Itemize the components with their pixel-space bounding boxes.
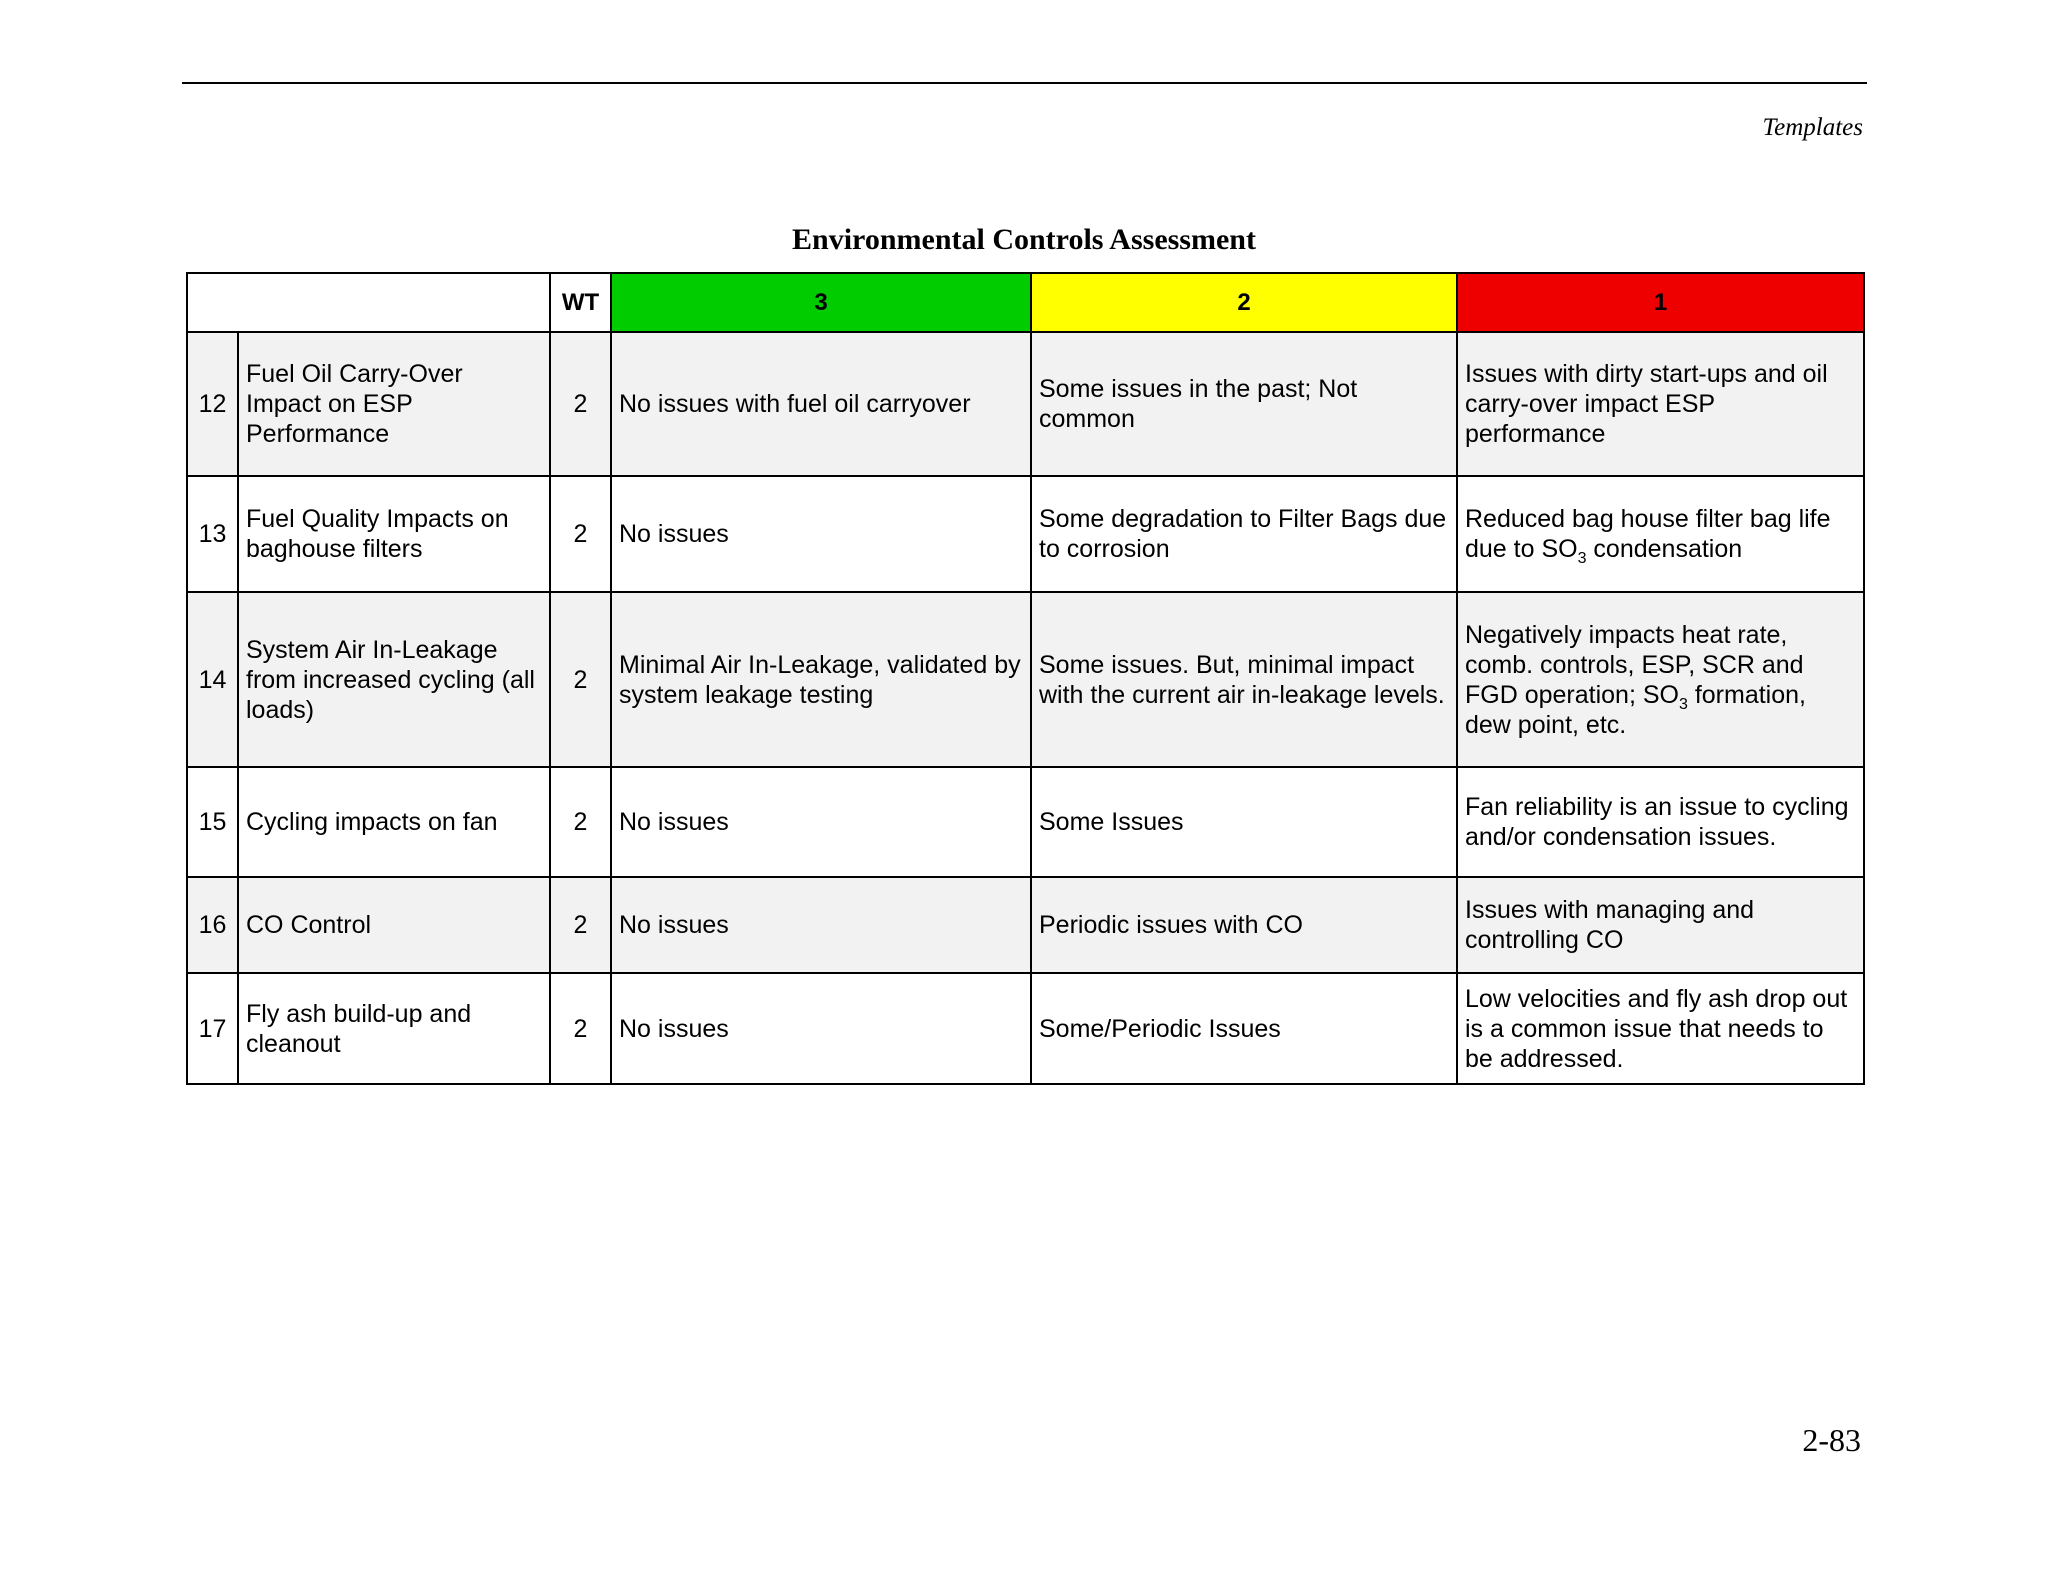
row-number: 17 bbox=[187, 973, 238, 1084]
row-weight: 2 bbox=[550, 767, 611, 877]
row-score-3: No issues bbox=[611, 476, 1031, 592]
table-row bbox=[187, 592, 1864, 767]
row-weight: 2 bbox=[550, 877, 611, 973]
row-score-2: Some issues in the past; Not common bbox=[1031, 332, 1457, 476]
row-score-2: Some/Periodic Issues bbox=[1031, 973, 1457, 1084]
row-score-1: Low velocities and fly ash drop out is a common issue that needs to be addressed. bbox=[1457, 973, 1864, 1084]
row-score-1 bbox=[1457, 476, 1864, 592]
page-number: 2-83 bbox=[1802, 1422, 1861, 1458]
row-score-3: No issues bbox=[611, 973, 1031, 1084]
header-score-2: 2 bbox=[1031, 273, 1457, 332]
subscript: 3 bbox=[1678, 695, 1688, 713]
row-number: 13 bbox=[187, 476, 238, 592]
row-score-2: Periodic issues with CO bbox=[1031, 877, 1457, 973]
row-item: Fuel Oil Carry-Over Impact on ESP Performance bbox=[238, 332, 550, 476]
score-1-text-end: formation, dew point, etc. bbox=[1465, 680, 1806, 739]
row-score-2: Some issues. But, minimal impact with the current air in-leakage levels. bbox=[1031, 592, 1457, 767]
header-blank-cell bbox=[187, 273, 550, 332]
row-weight: 2 bbox=[550, 592, 611, 767]
row-score-2: Some degradation to Filter Bags due to corrosion bbox=[1031, 476, 1457, 592]
score-1-text: Reduced bag house filter bag life due to SO bbox=[1465, 505, 1831, 563]
header-score-1: 1 bbox=[1457, 273, 1864, 332]
header-wt: WT bbox=[550, 273, 611, 332]
table-row bbox=[187, 877, 1864, 973]
header-score-3: 3 bbox=[611, 273, 1031, 332]
row-number: 16 bbox=[187, 877, 238, 973]
header-rule bbox=[182, 82, 1867, 84]
score-1-text: Negatively impacts heat rate, comb. controls, ESP, SCR and FGD operation; SO bbox=[1465, 620, 1804, 709]
row-number: 14 bbox=[187, 592, 238, 767]
row-item: System Air In-Leakage from increased cycling (all loads) bbox=[238, 592, 550, 767]
table-row bbox=[187, 973, 1864, 1084]
page-title: Environmental Controls Assessment bbox=[792, 223, 1256, 256]
subscript: 3 bbox=[1577, 550, 1587, 567]
row-item: Fly ash build-up and cleanout bbox=[238, 973, 550, 1084]
row-score-1: Fan reliability is an issue to cycling and/or condensation issues. bbox=[1457, 767, 1864, 877]
row-score-1: Issues with managing and controlling CO bbox=[1457, 877, 1864, 973]
row-item: Fuel Quality Impacts on baghouse filters bbox=[238, 476, 550, 592]
row-score-3: No issues bbox=[611, 877, 1031, 973]
row-weight: 2 bbox=[550, 476, 611, 592]
table-row bbox=[187, 332, 1864, 476]
row-number: 12 bbox=[187, 332, 238, 476]
assessment-table bbox=[186, 272, 1865, 1085]
row-score-3: Minimal Air In-Leakage, validated by system leakage testing bbox=[611, 592, 1031, 767]
row-score-3: No issues with fuel oil carryover bbox=[611, 332, 1031, 476]
row-weight: 2 bbox=[550, 973, 611, 1084]
score-1-text-end: condensation bbox=[1586, 535, 1743, 563]
row-score-1: Issues with dirty start-ups and oil carry-over impact ESP performance bbox=[1457, 332, 1864, 476]
row-item: CO Control bbox=[238, 877, 550, 973]
running-header: Templates bbox=[1762, 114, 1863, 141]
row-item: Cycling impacts on fan bbox=[238, 767, 550, 877]
row-score-1 bbox=[1457, 592, 1864, 767]
row-score-2: Some Issues bbox=[1031, 767, 1457, 877]
row-number: 15 bbox=[187, 767, 238, 877]
row-weight: 2 bbox=[550, 332, 611, 476]
table-row bbox=[187, 476, 1864, 592]
table-row bbox=[187, 767, 1864, 877]
row-score-3: No issues bbox=[611, 767, 1031, 877]
table-header-row bbox=[187, 273, 1864, 332]
